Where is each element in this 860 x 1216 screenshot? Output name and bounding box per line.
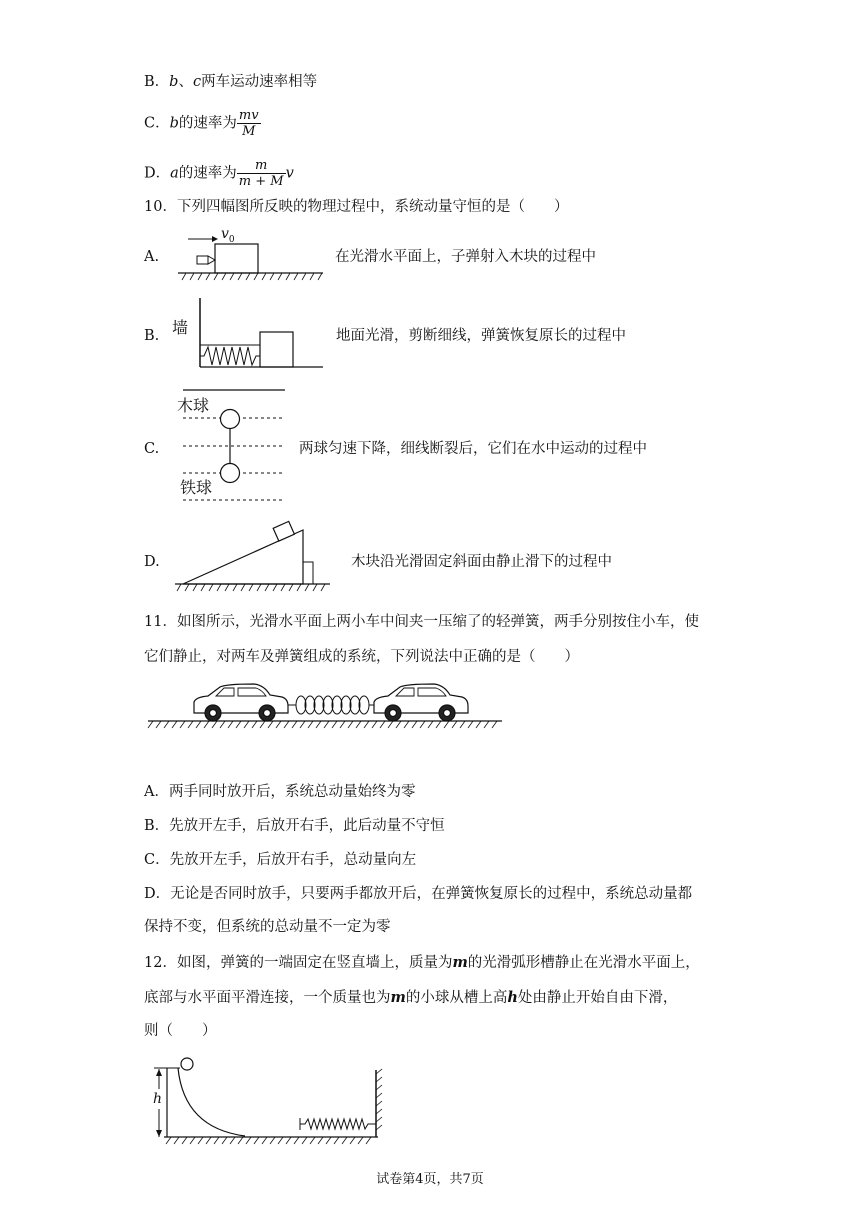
- right-car: [374, 684, 468, 721]
- velocity-label: $v_0$: [221, 226, 235, 245]
- q10-option-c-text: 两球匀速下降，细线断裂后，它们在水中运动的过程中: [299, 441, 647, 457]
- iron-ball-label: 铁球: [180, 478, 213, 497]
- wall-label: 墙: [172, 318, 189, 337]
- q11-option-d: D．无论是否同时放手，只要两手都放开后，在弹簧恢复原长的过程中，系统总动量都: [144, 886, 693, 902]
- q12-stem-line3: 则（ ）: [144, 1023, 217, 1039]
- q10-option-d-label: D.: [144, 554, 160, 570]
- q10-option-d-text: 木块沿光滑固定斜面由静止滑下的过程中: [351, 554, 612, 570]
- q12-stem-line2: 底部与水平面平滑连接，一个质量也为m的小球从槽上高h处由静止开始自由下滑，: [144, 989, 678, 1006]
- q9-option-d: D．a的速率为 $\frac{m}{m + M}$ v: [144, 158, 294, 189]
- left-car: [194, 684, 288, 721]
- incline-block-figure: [175, 522, 335, 602]
- q11-option-d-cont: 保持不变，但系统的总动量不一定为零: [144, 919, 391, 935]
- q9-option-c: C．b的速率为 $\frac{mv}{M}$: [144, 108, 259, 139]
- bullet-block-figure: [178, 222, 328, 282]
- q10-option-b-text: 地面光滑，剪断细线，弹簧恢复原长的过程中: [336, 328, 626, 344]
- fraction-m-over-m-plus-M: $\frac{m}{m + M}$: [238, 158, 284, 189]
- q10-stem: 10．下列四幅图所反映的物理过程中，系统动量守恒的是（ ）: [144, 199, 569, 215]
- q11-option-c: C．先放开左手，后放开右手，总动量向左: [144, 852, 417, 868]
- option-label: B．: [144, 74, 170, 90]
- q10-option-a-label: A.: [144, 249, 160, 265]
- q12-stem-line1: 12．如图，弹簧的一端固定在竖直墙上，质量为m的光滑弧形槽静止在光滑水平面上，: [144, 954, 700, 971]
- q11-option-a: A．两手同时放开后，系统总动量始终为零: [144, 784, 416, 800]
- var-c: c: [192, 74, 202, 90]
- wall-spring-block-figure: [198, 296, 328, 371]
- wood-ball-label: 木球: [177, 396, 210, 415]
- q9-option-b: B．b、c两车运动速率相等: [144, 74, 318, 90]
- q11-stem-line2: 它们静止，对两车及弹簧组成的系统，下列说法中正确的是（ ）: [144, 649, 579, 665]
- page-footer: 试卷第4页，共7页: [376, 1172, 484, 1187]
- two-cars-spring-figure: [146, 680, 506, 732]
- compressed-spring: [288, 696, 376, 714]
- arc-groove-spring-figure: [150, 1058, 390, 1148]
- height-label: h: [153, 1091, 163, 1107]
- q11-stem-line1: 11．如图所示，光滑水平面上两小车中间夹一压缩了的轻弹簧，两手分别按住小车，使: [144, 614, 699, 630]
- var-b: b: [169, 74, 179, 90]
- q10-option-b-label: B.: [144, 328, 160, 344]
- q10-option-a-text: 在光滑水平面上，子弹射入木块的过程中: [335, 249, 596, 265]
- q10-option-c-label: C.: [144, 441, 160, 457]
- q11-option-b: B．先放开左手，后放开右手，此后动量不守恒: [144, 818, 445, 834]
- fraction-mv-over-M: $\frac{mv}{M}$: [238, 108, 259, 139]
